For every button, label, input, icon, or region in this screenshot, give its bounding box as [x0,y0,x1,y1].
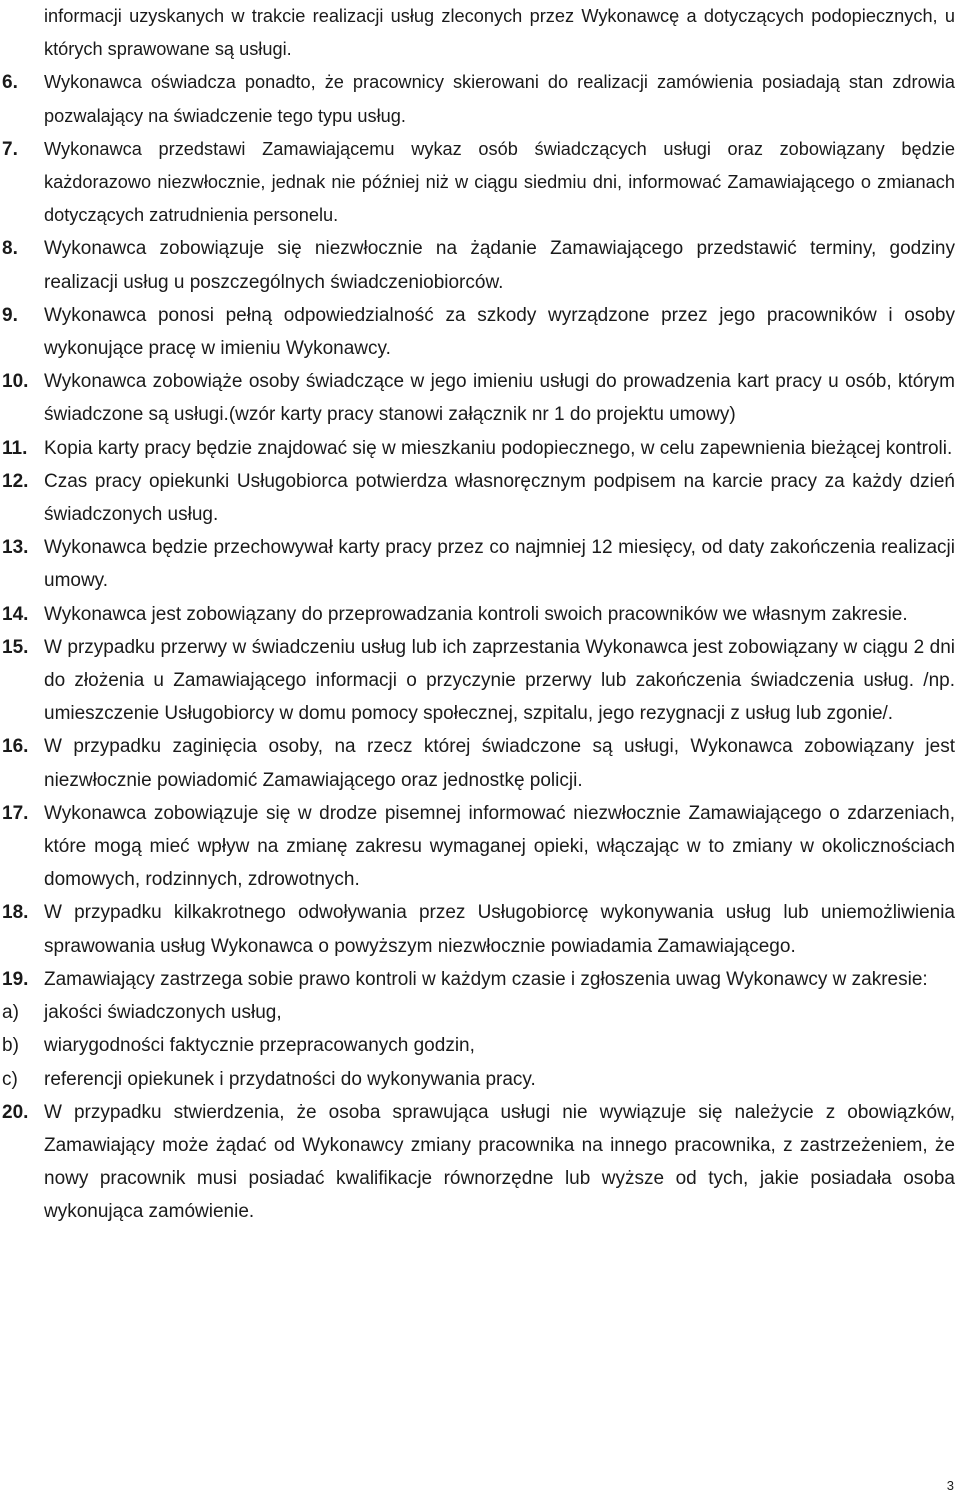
paragraph-text: informacji uzyskanych w trakcie realizacji usług zleconych przez Wykonawcę a dotyczących podopiecznych, u których sprawowane są usługi. [44,6,955,60]
list-item-10 [0,365,955,431]
list-item-18 [0,896,955,962]
item-letter: b) [2,1035,19,1057]
list-item-14 [0,598,955,631]
item-text: Wykonawca przedstawi Zamawiającemu wykaz osób świadczących usługi oraz zobowiązany będzie każdorazowo niezwłocznie, jednak nie później niż w ciągu siedmiu dni, informować Zamawiającego o zmianach dotyczących zatrudnienia personelu. [44,138,955,226]
item-text: W przypadku kilkakrotnego odwoływania przez Usługobiorcę wykonywania usług lub uniemożliwienia sprawowania usług Wykonawca o powyższym niezwłocznie powiadamia Zamawiającego. [44,902,955,957]
list-item-20 [0,1096,955,1229]
list-item-15 [0,631,955,731]
list-item-8 [0,232,955,298]
item-number: 14. [2,603,29,625]
item-text: Wykonawca zobowiąże osoby świadczące w jego imieniu usługi do prowadzenia kart pracy u osób, którym świadczone są usługi.(wzór karty pracy stanowi załącznik nr 1 do projektu umowy) [44,371,955,426]
item-number: 17. [2,802,29,824]
item-text: referencji opiekunek i przydatności do wykonywania pracy. [44,1068,536,1090]
item-number: 15. [2,636,29,658]
list-item-9 [0,299,955,365]
item-text: W przypadku przerwy w świadczeniu usług lub ich zaprzestania Wykonawca jest zobowiązany w ciągu 2 dni do złożenia u Zamawiającego informacji o przyczynie przerwy lub zakończenia świadczenia usług. /np. umieszczenie Usługobiorcy w domu pomocy społecznej, szpitalu, jego rezygnacji z usług lub zgonie/. [44,636,955,725]
item-text: Wykonawca będzie przechowywał karty pracy przez co najmniej 12 miesięcy, od daty zakończenia realizacji umowy. [44,537,955,592]
item-text: wiarygodności faktycznie przepracowanych godzin, [44,1035,475,1057]
item-text: Kopia karty pracy będzie znajdować się w mieszkaniu podopiecznego, w celu zapewnienia bieżącej kontroli. [44,437,953,459]
item-text: Wykonawca zobowiązuje się w drodze pisemnej informować niezwłocznie Zamawiającego o zdarzeniach, które mogą mieć wpływ na zmianę zakresu wymaganej opieki, włączając w to zmiany w okolicznościach domowych, rodzinnych, zdrowotnych. [44,802,955,891]
item-number: 18. [2,902,29,924]
item-text: W przypadku stwierdzenia, że osoba sprawująca usługi nie wywiązuje się należycie z obowiązków, Zamawiający może żądać od Wykonawcy zmiany pracownika na innego pracownika, z zastrzeżeniem, że nowy pracownik musi posiadać kwalifikacje równorzędne lub wyższe od tych, jakie posiadała osoba wykonująca zamówienie. [44,1101,955,1223]
item-number: 9. [2,304,18,326]
paragraph-continuation [0,0,955,66]
item-letter: a) [2,1002,19,1024]
sub-item-a [0,996,955,1029]
item-text: Wykonawca oświadcza ponadto, że pracownicy skierowani do realizacji zamówienia posiadają stan zdrowia pozwalający na świadczenie tego typu usług. [44,72,955,126]
sub-item-c [0,1063,955,1096]
item-number: 19. [2,968,29,990]
item-text: jakości świadczonych usług, [44,1002,282,1024]
item-text: Zamawiający zastrzega sobie prawo kontroli w każdym czasie i zgłoszenia uwag Wykonawcy w zakresie: [44,968,928,990]
item-number: 8. [2,238,18,260]
item-number: 10. [2,371,29,393]
list-item-12 [0,465,955,531]
item-number: 16. [2,736,29,758]
list-item-16 [0,730,955,796]
list-item-17 [0,797,955,897]
item-text: Wykonawca zobowiązuje się niezwłocznie na żądanie Zamawiającego przedstawić terminy, godziny realizacji usług u poszczególnych świadczeniobiorców. [44,238,955,293]
item-text: Czas pracy opiekunki Usługobiorca potwierdza własnoręcznym podpisem na karcie pracy za każdy dzień świadczonych usług. [44,470,955,526]
item-number: 6. [2,72,18,94]
page-number: 3 [946,1478,954,1493]
item-number: 7. [2,138,18,160]
list-item-6 [0,66,955,132]
item-text: Wykonawca jest zobowiązany do przeprowadzania kontroli swoich pracowników we własnym zakresie. [44,603,908,625]
list-item-13 [0,531,955,597]
sub-item-b [0,1029,955,1062]
item-number: 13. [2,537,29,559]
item-text: W przypadku zaginięcia osoby, na rzecz której świadczone są usługi, Wykonawca zobowiązany jest niezwłocznie powiadomić Zamawiającego oraz jednostkę policji. [44,736,955,791]
item-number: 20. [2,1101,29,1123]
item-number: 12. [2,470,29,492]
item-letter: c) [2,1068,18,1090]
item-text: Wykonawca ponosi pełną odpowiedzialność za szkody wyrządzone przez jego pracowników i osoby wykonujące pracę w imieniu Wykonawcy. [44,304,955,360]
list-item-11 [0,432,955,465]
list-item-19 [0,963,955,996]
list-item-7 [0,133,955,233]
item-number: 11. [2,437,28,459]
